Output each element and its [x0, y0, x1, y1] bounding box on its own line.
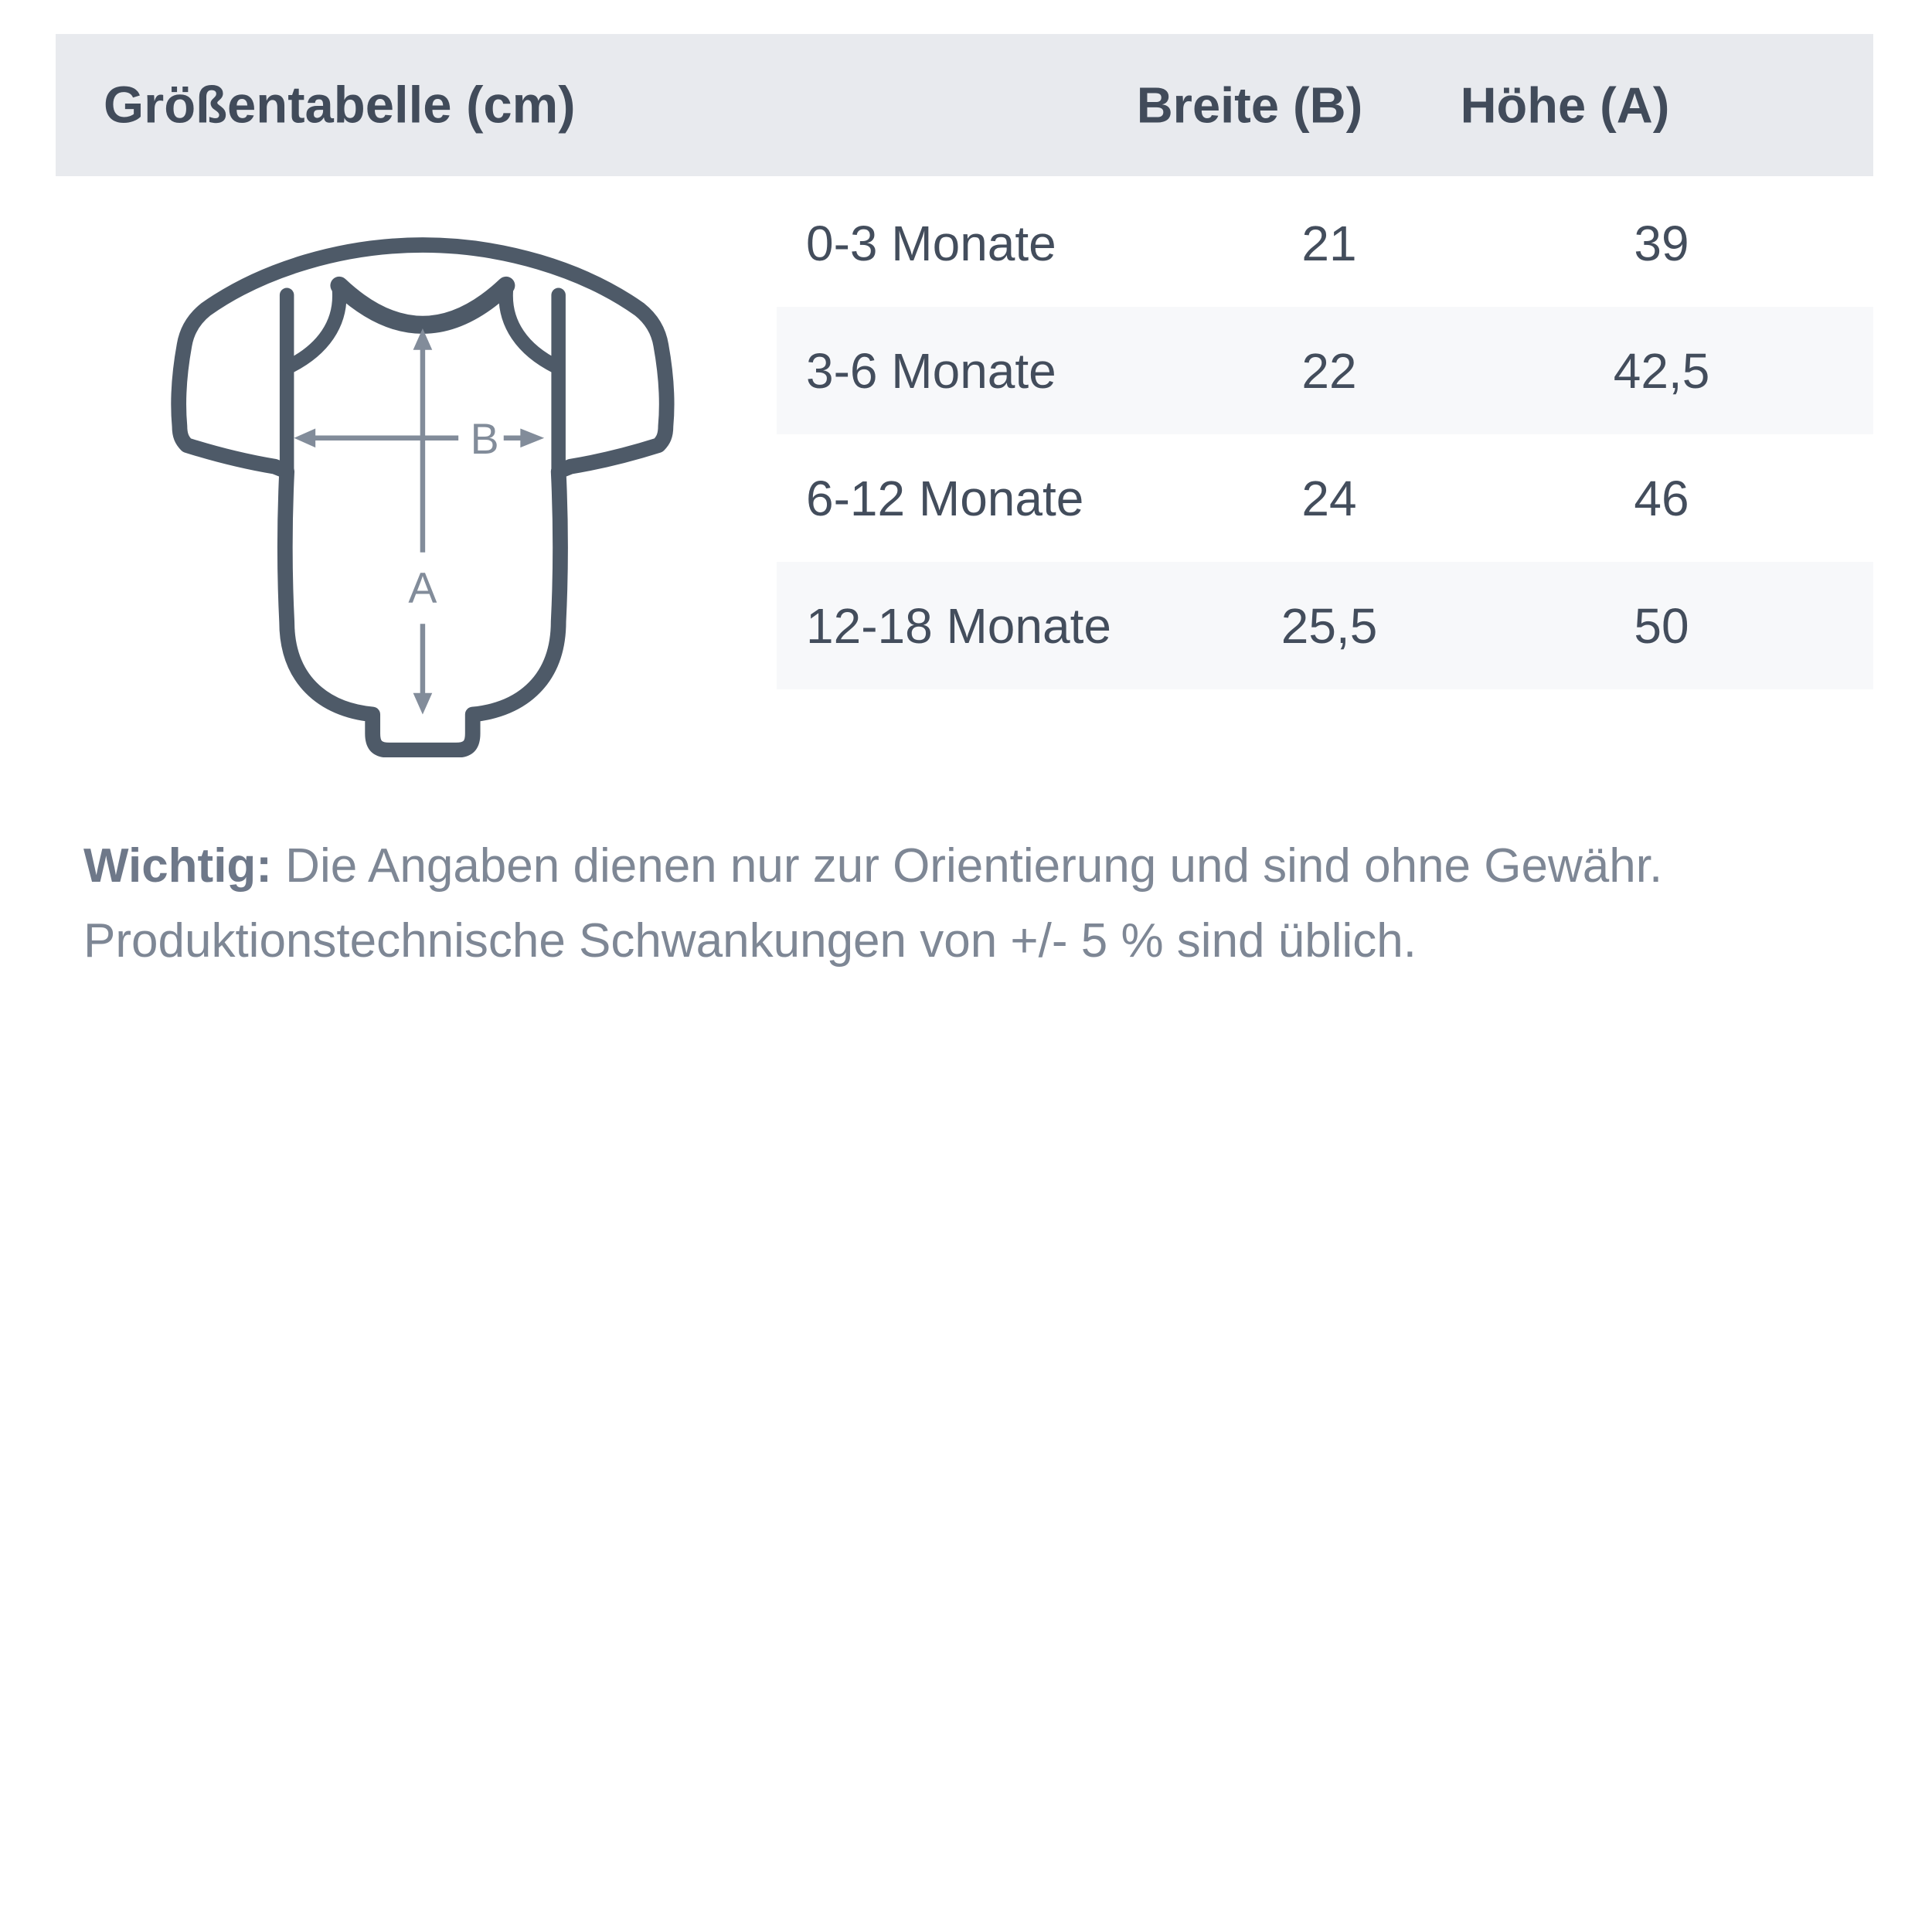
table-row	[777, 434, 1873, 562]
width-value: 22	[1301, 342, 1357, 399]
page-title: Größentabelle (cm)	[104, 76, 576, 134]
disclaimer-note	[83, 828, 1861, 978]
width-value: 21	[1301, 215, 1357, 271]
height-label: A	[408, 563, 437, 612]
table-row	[777, 179, 1873, 307]
width-value: 24	[1301, 470, 1357, 526]
size-chart-header	[56, 34, 1873, 176]
column-header-height: Höhe (A)	[1460, 77, 1670, 134]
width-label: B	[470, 414, 499, 463]
size-label: 12-18 Monate	[806, 597, 1111, 654]
width-value: 25,5	[1281, 597, 1378, 654]
column-header-width: Breite (B)	[1136, 77, 1363, 134]
size-label: 3-6 Monate	[806, 342, 1056, 399]
size-label: 0-3 Monate	[806, 215, 1056, 271]
height-value: 42,5	[1613, 342, 1710, 399]
height-value: 46	[1634, 470, 1689, 526]
size-label: 6-12 Monate	[806, 470, 1084, 526]
table-row	[777, 307, 1873, 434]
baby-bodysuit-diagram	[139, 216, 711, 757]
height-value: 39	[1634, 215, 1689, 271]
height-value: 50	[1634, 597, 1689, 654]
table-row	[777, 562, 1873, 689]
note-line2: Produktionstechnische Schwankungen von +/- 5 % sind üblich.	[83, 914, 1417, 968]
note-line1: Die Angaben dienen nur zur Orientierung und sind ohne Gewähr.	[271, 839, 1663, 893]
note-prefix: Wichtig:	[83, 839, 272, 893]
